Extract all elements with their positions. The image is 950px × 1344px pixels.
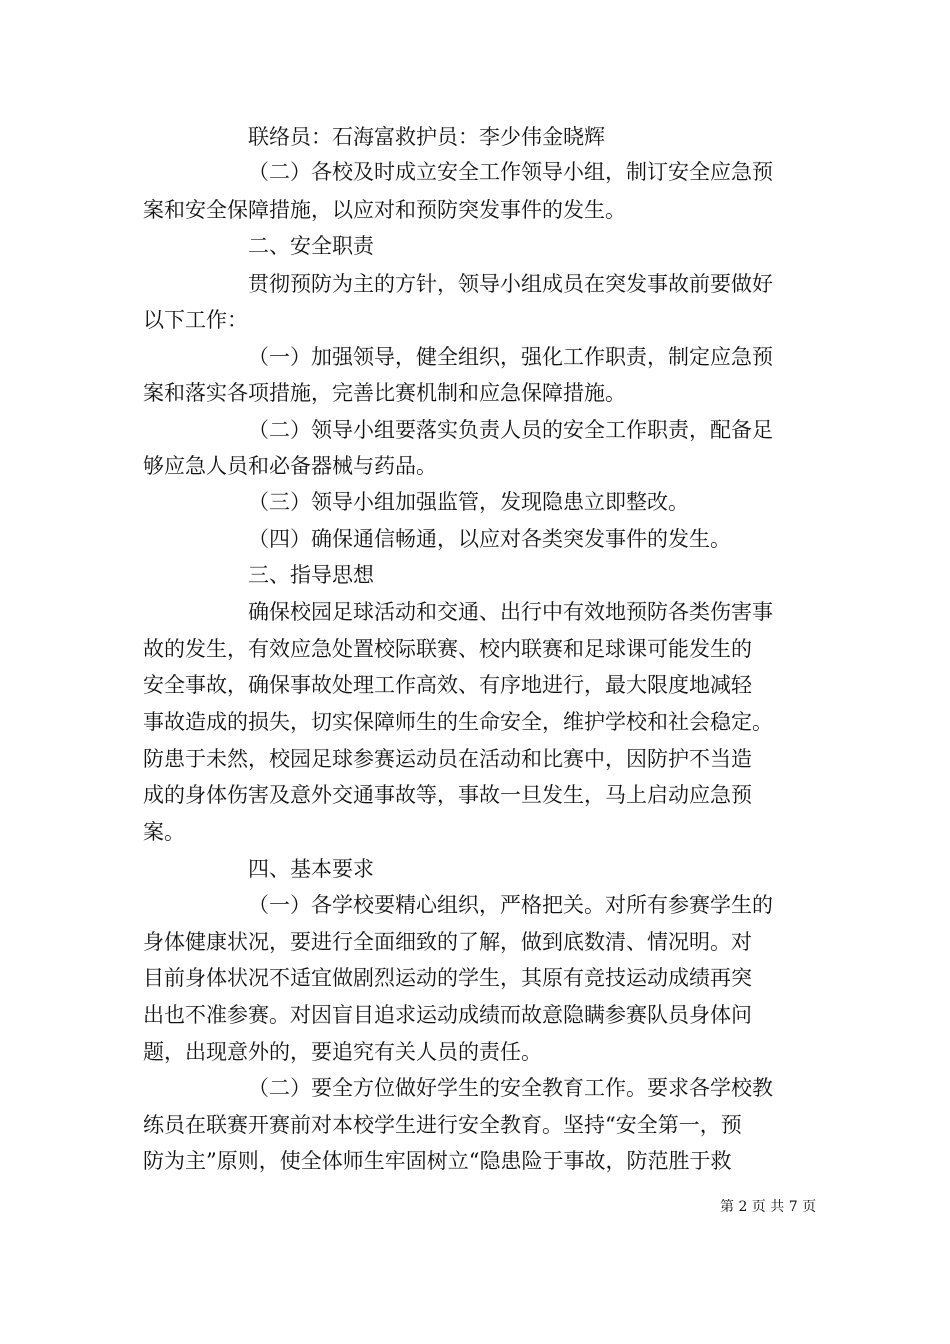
text-line: 案和落实各项措施，完善比赛机制和应急保障措施。 — [143, 381, 626, 405]
text-line: 案。 — [143, 820, 185, 844]
text-line: 目前身体状况不适宜做剧烈运动的学生，其原有竞技运动成绩再突 — [143, 966, 752, 990]
text-line: 防患于未然，校园足球参赛运动员在活动和比赛中，因防护不当造 — [143, 747, 752, 771]
text-line: （二）要全方位做好学生的安全教育工作。要求各学校教 — [248, 1076, 773, 1100]
text-line: 出也不准参赛。对因盲目追求运动成绩而故意隐瞒参赛队员身体问 — [143, 1003, 752, 1027]
text-line: 以下工作： — [143, 308, 248, 332]
text-line: 防为主”原则，使全体师生牢固树立“隐患险于事故，防范胜于救 — [143, 1149, 732, 1173]
text-line: （三）领导小组加强监管，发现隐患立即整改。 — [248, 490, 689, 514]
text-line: （二）领导小组要落实负责人员的安全工作职责，配备足 — [248, 418, 773, 442]
text-line: （一）加强领导，健全组织，强化工作职责，制定应急预 — [248, 345, 773, 369]
text-line: 贯彻预防为主的方针，领导小组成员在突发事故前要做好 — [248, 272, 773, 296]
text-line: 事故造成的损失，切实保障师生的生命安全，维护学校和社会稳定。 — [143, 710, 773, 734]
text-line: 故的发生，有效应急处置校际联赛、校内联赛和足球课可能发生的 — [143, 637, 752, 661]
text-line: 够应急人员和必备器械与药品。 — [143, 454, 437, 478]
text-line: （四）确保通信畅通，以应对各类突发事件的发生。 — [248, 527, 731, 551]
text-line: 确保校园足球活动和交通、出行中有效地预防各类伤害事 — [248, 600, 773, 624]
text-line: 安全事故，确保事故处理工作高效、有序地进行，最大限度地减轻 — [143, 673, 752, 697]
text-line: （一）各学校要精心组织，严格把关。对所有参赛学生的 — [248, 893, 773, 917]
text-line: 练员在联赛开赛前对本校学生进行安全教育。坚持“安全第一，预 — [143, 1113, 742, 1137]
text-line: （二）各校及时成立安全工作领导小组，制订安全应急预 — [248, 160, 773, 184]
page-number-footer: 第 2 页 共 7 页 — [720, 1199, 817, 1215]
text-line: 联络员：石海富救护员：李少伟金晓辉 — [248, 125, 605, 149]
section-heading: 四、基本要求 — [248, 857, 374, 881]
text-line: 题，出现意外的，要追究有关人员的责任。 — [143, 1040, 542, 1064]
text-line: 案和安全保障措施，以应对和预防突发事件的发生。 — [143, 198, 626, 222]
section-heading: 二、安全职责 — [248, 234, 374, 258]
text-line: 身体健康状况，要进行全面细致的了解，做到底数清、情况明。对 — [143, 930, 752, 954]
section-heading: 三、指导思想 — [248, 563, 374, 587]
text-line: 成的身体伤害及意外交通事故等，事故一旦发生，马上启动应急预 — [143, 783, 752, 807]
